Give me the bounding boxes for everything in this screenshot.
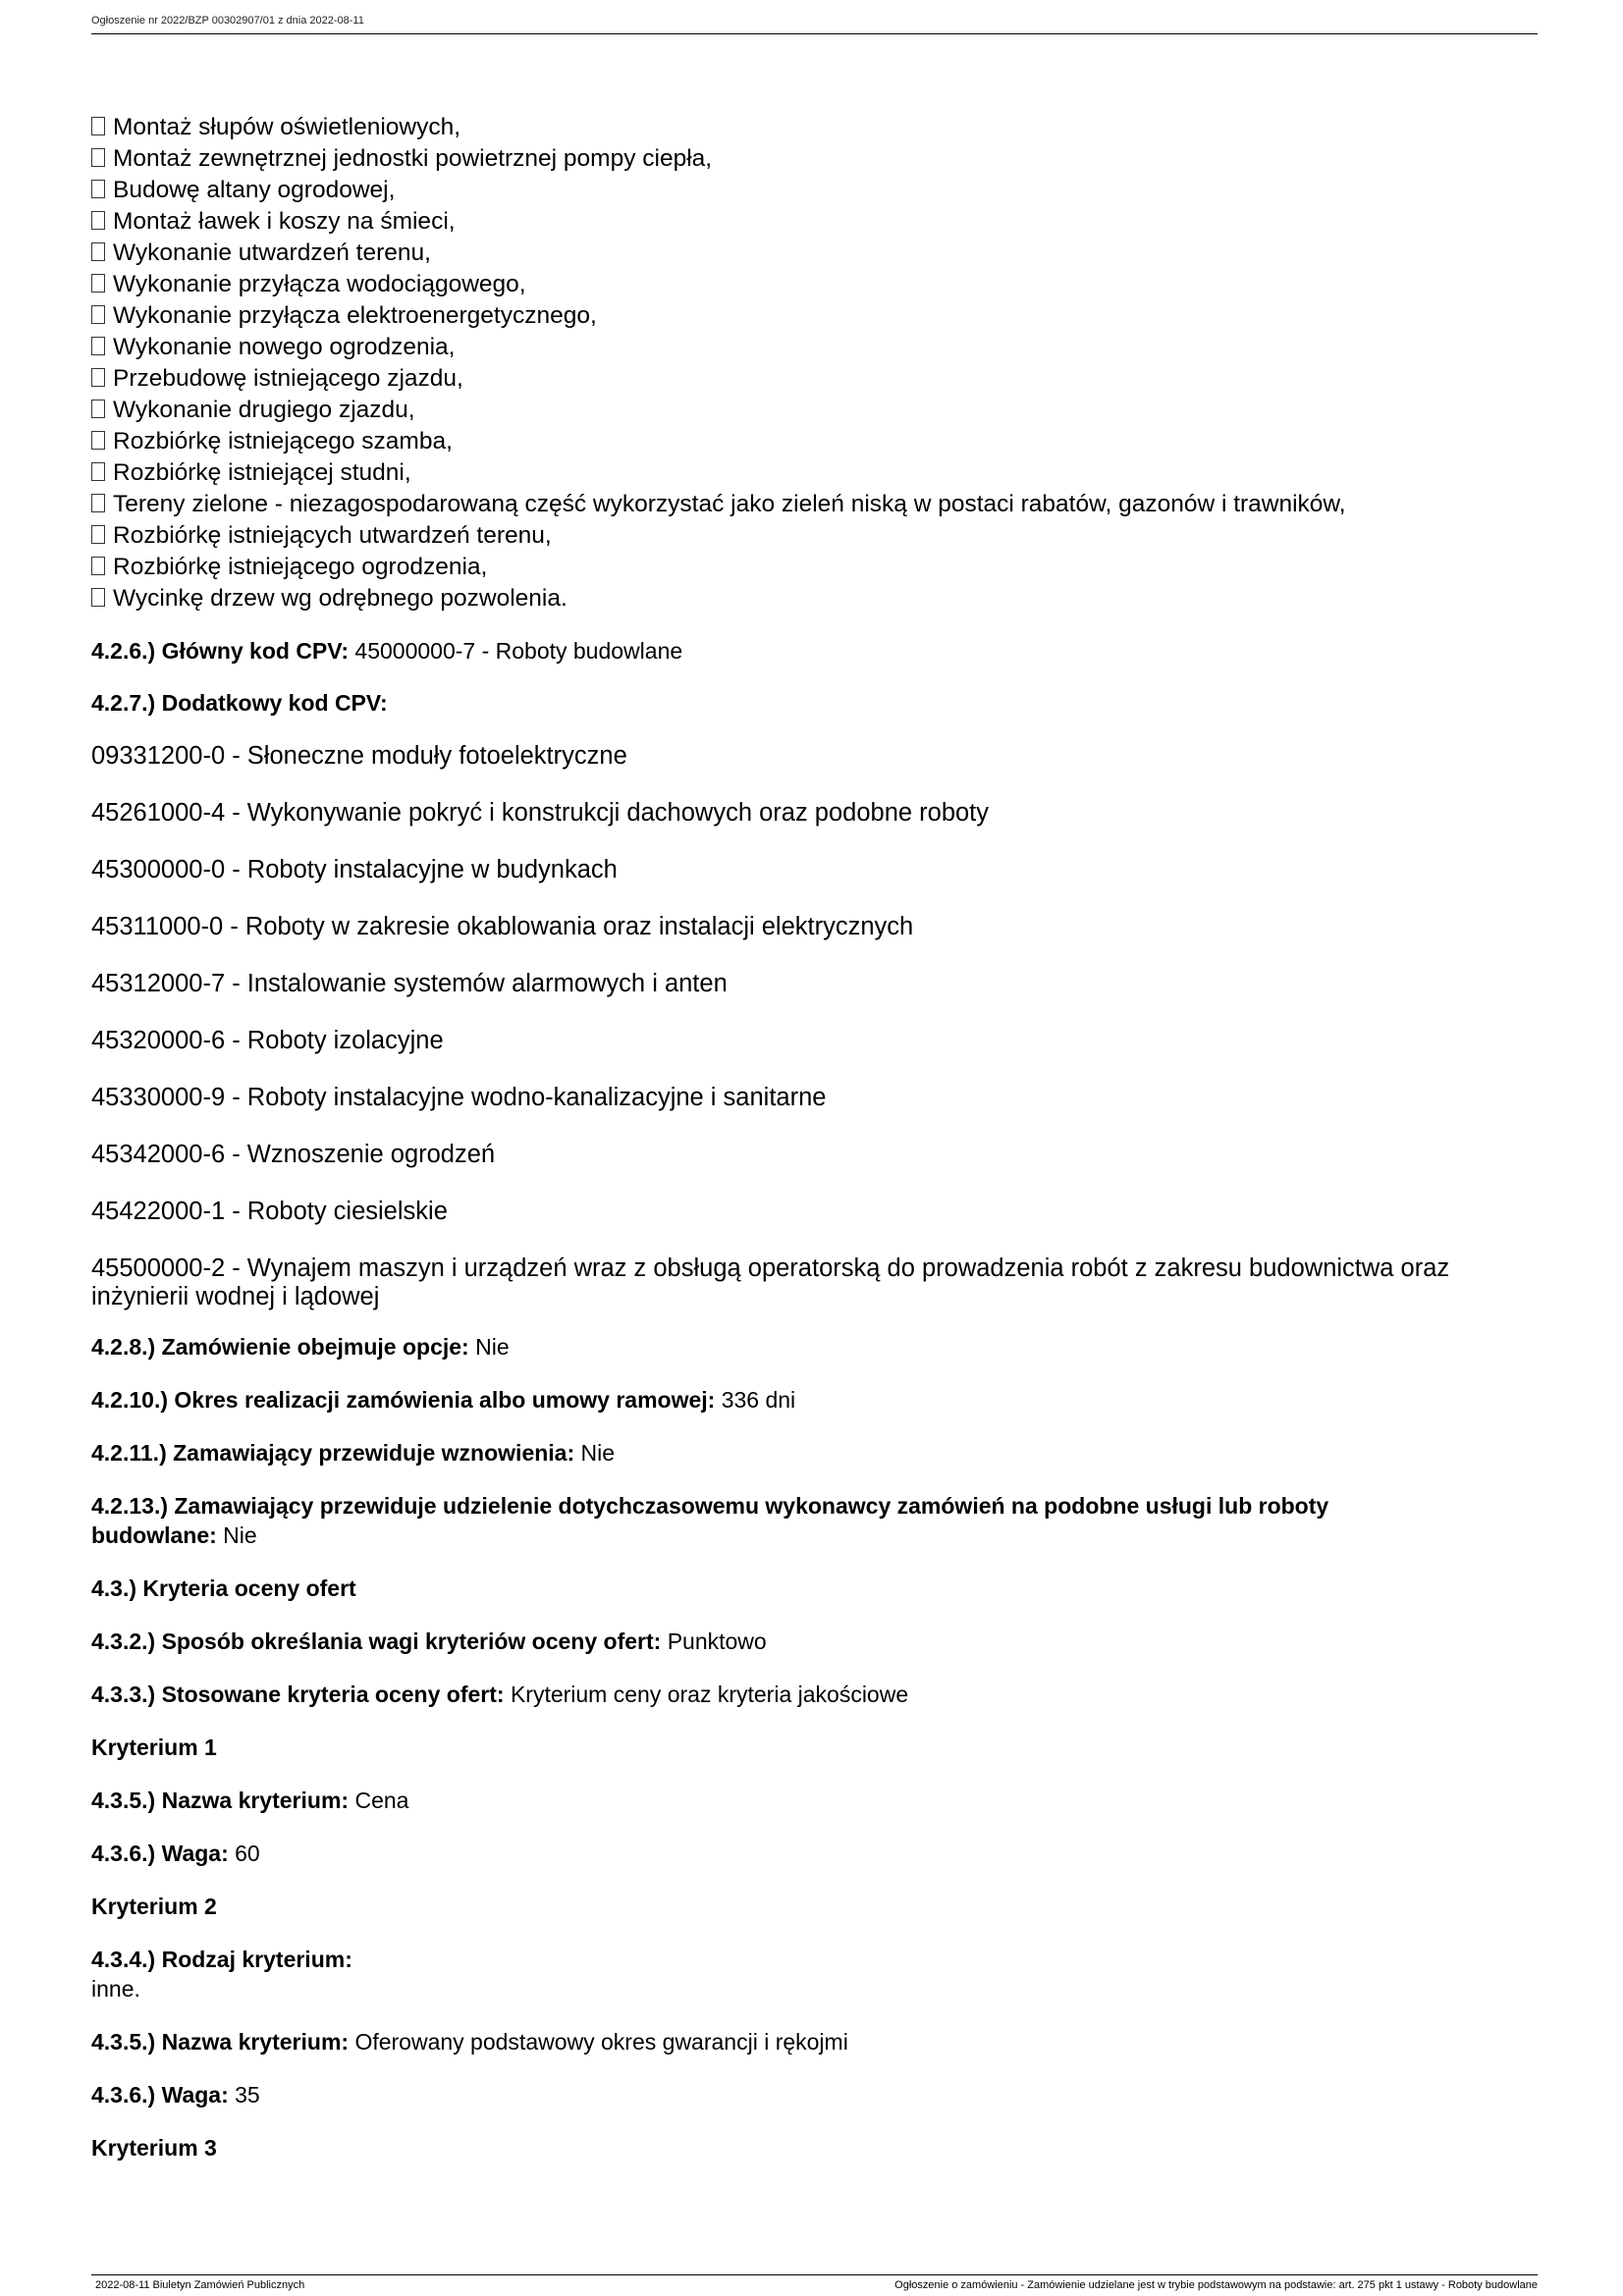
main-cpv-label: 4.2.6.) Główny kod CPV: [91, 638, 350, 664]
cpv-code-item: 09331200-0 - Słoneczne moduły fotoelektryczne [91, 742, 627, 770]
additional-cpv-list [91, 741, 1544, 1227]
cpv-code-item: 45261000-4 - Wykonywanie pokryć i konstrukcji dachowych oraz podobne roboty [91, 799, 990, 827]
checkbox-glyph-icon [91, 117, 105, 135]
cpv-code-last-line1: 45500000-2 - Wynajem maszyn i urządzeń wraz z obsługą operatorską do prowadzenia robót z zakresu budownictwa oraz [91, 1255, 1450, 1282]
criterion2-name-label: 4.3.5.) Nazwa kryterium: [91, 2029, 350, 2055]
criterion1-weight-field [91, 1839, 1544, 1868]
checkbox-glyph-icon [91, 211, 105, 230]
applied-criteria-value: Kryterium ceny oraz kryteria jakościowe [510, 1682, 909, 1707]
criterion2-type-field [91, 1945, 1544, 2003]
checkbox-glyph-icon [91, 274, 105, 293]
similar-orders-field [91, 1491, 1544, 1550]
additional-cpv-field [91, 688, 1544, 718]
scope-bullet-text: Rozbiórkę istniejących utwardzeń terenu, [113, 522, 552, 549]
options-field [91, 1332, 1544, 1362]
scope-bullet-text: Wykonanie przyłącza wodociągowego, [113, 271, 526, 297]
document-body [91, 112, 1544, 2163]
scope-bullet-item [91, 457, 1544, 489]
footer-divider [91, 2274, 1538, 2275]
footer-right-text: Ogłoszenie o zamówieniu - Zamówienie udzielane jest w trybie podstawowym na podstawie: art. 275 pkt 1 ustawy - Roboty budowlane [894, 2279, 1538, 2291]
criterion2-weight-field [91, 2080, 1544, 2109]
scope-bullet-item [91, 332, 1544, 363]
applied-criteria-field [91, 1680, 1544, 1709]
criterion2-name-value: Oferowany podstawowy okres gwarancji i rękojmi [354, 2029, 848, 2055]
cpv-code-item: 45312000-7 - Instalowanie systemów alarmowych i anten [91, 970, 728, 997]
scope-bullet-text: Rozbiórkę istniejącego szamba, [113, 428, 453, 454]
options-label: 4.2.8.) Zamówienie obejmuje opcje: [91, 1334, 469, 1360]
criterion1-name-field [91, 1786, 1544, 1815]
footer-left-text: 2022-08-11 Biuletyn Zamówień Publicznych [95, 2279, 305, 2291]
criterion2-name-field [91, 2027, 1544, 2056]
scope-bullet-item [91, 426, 1544, 457]
renewals-field [91, 1438, 1544, 1468]
scope-bullet-item [91, 175, 1544, 206]
additional-cpv-label: 4.2.7.) Dodatkowy kod CPV: [91, 690, 388, 716]
checkbox-glyph-icon [91, 588, 105, 607]
checkbox-glyph-icon [91, 462, 105, 481]
scope-bullet-text: Montaż ławek i koszy na śmieci, [113, 208, 456, 235]
checkbox-glyph-icon [91, 494, 105, 512]
cpv-code-item: 45311000-0 - Roboty w zakresie okablowania oraz instalacji elektrycznych [91, 913, 914, 940]
criterion2-heading [91, 1892, 1544, 1921]
criterion1-weight-label: 4.3.6.) Waga: [91, 1841, 229, 1866]
similar-orders-label-line1: 4.2.13.) Zamawiający przewiduje udzielenie dotychczasowemu wykonawcy zamówień na podobne usługi lub roboty [91, 1493, 1329, 1519]
criteria-heading-text: 4.3.) Kryteria oceny ofert [91, 1575, 356, 1601]
scope-bullet-text: Montaż zewnętrznej jednostki powietrznej pompy ciepła, [113, 145, 713, 172]
criterion2-weight-value: 35 [235, 2082, 260, 2108]
criterion1-name-value: Cena [354, 1788, 409, 1813]
scope-bullet-list [91, 112, 1544, 614]
criterion1-name-label: 4.3.5.) Nazwa kryterium: [91, 1788, 350, 1813]
scope-bullet-text: Montaż słupów oświetleniowych, [113, 114, 461, 140]
scope-bullet-item [91, 363, 1544, 395]
scope-bullet-item [91, 489, 1544, 520]
scope-bullet-text: Wycinkę drzew wg odrębnego pozwolenia. [113, 585, 568, 612]
period-label: 4.2.10.) Okres realizacji zamówienia albo umowy ramowej: [91, 1387, 716, 1413]
main-cpv-value: 45000000-7 - Roboty budowlane [354, 638, 683, 664]
scope-bullet-text: Rozbiórkę istniejącej studni, [113, 459, 411, 486]
scope-bullet-item [91, 206, 1544, 238]
header-divider [91, 33, 1538, 34]
weight-method-value: Punktowo [667, 1629, 767, 1654]
scope-bullet-item [91, 300, 1544, 332]
checkbox-glyph-icon [91, 148, 105, 167]
criterion1-weight-value: 60 [235, 1841, 260, 1866]
weight-method-field [91, 1627, 1544, 1656]
checkbox-glyph-icon [91, 180, 105, 198]
cpv-code-item: 45300000-0 - Roboty instalacyjne w budynkach [91, 856, 618, 883]
criterion2-type-value: inne. [91, 1976, 140, 2002]
criterion2-heading-text: Kryterium 2 [91, 1894, 217, 1919]
scope-bullet-item [91, 269, 1544, 300]
scope-bullet-text: Wykonanie nowego ogrodzenia, [113, 334, 456, 360]
checkbox-glyph-icon [91, 337, 105, 355]
scope-bullet-item [91, 112, 1544, 143]
similar-orders-value: Nie [223, 1522, 257, 1548]
scope-bullet-item [91, 520, 1544, 552]
criterion1-heading-text: Kryterium 1 [91, 1735, 217, 1760]
criterion1-heading [91, 1733, 1544, 1762]
page-header: Ogłoszenie nr 2022/BZP 00302907/01 z dnia 2022-08-11 [91, 15, 364, 27]
scope-bullet-item [91, 238, 1544, 269]
scope-bullet-item [91, 143, 1544, 175]
criteria-heading [91, 1574, 1544, 1603]
cpv-code-last-line2: inżynierii wodnej i lądowej [91, 1283, 380, 1310]
checkbox-glyph-icon [91, 305, 105, 324]
scope-bullet-text: Tereny zielone - niezagospodarowaną część wykorzystać jako zieleń niską w postaci rabatów, gazonów i trawników, [113, 491, 1346, 517]
cpv-code-item: 45320000-6 - Roboty izolacyjne [91, 1027, 444, 1054]
checkbox-glyph-icon [91, 525, 105, 544]
weight-method-label: 4.3.2.) Sposób określania wagi kryteriów oceny ofert: [91, 1629, 662, 1654]
scope-bullet-text: Wykonanie utwardzeń terenu, [113, 240, 431, 266]
scope-bullet-text: Rozbiórkę istniejącego ogrodzenia, [113, 554, 488, 580]
scope-bullet-item [91, 395, 1544, 426]
cpv-code-item: 45330000-9 - Roboty instalacyjne wodno-kanalizacyjne i sanitarne [91, 1084, 827, 1111]
checkbox-glyph-icon [91, 368, 105, 387]
renewals-label: 4.2.11.) Zamawiający przewiduje wznowienia: [91, 1440, 575, 1466]
period-value: 336 dni [721, 1387, 796, 1413]
scope-bullet-item [91, 583, 1544, 614]
cpv-code-item: 45422000-1 - Roboty ciesielskie [91, 1198, 448, 1225]
criterion2-weight-label: 4.3.6.) Waga: [91, 2082, 229, 2108]
scope-bullet-item [91, 552, 1544, 583]
main-cpv-field [91, 636, 1544, 666]
checkbox-glyph-icon [91, 242, 105, 261]
checkbox-glyph-icon [91, 557, 105, 575]
criterion3-heading [91, 2133, 1544, 2163]
period-field [91, 1385, 1544, 1415]
cpv-code-last [91, 1254, 1544, 1312]
scope-bullet-text: Wykonanie przyłącza elektroenergetycznego, [113, 302, 597, 329]
similar-orders-label-line2: budowlane: [91, 1522, 217, 1548]
applied-criteria-label: 4.3.3.) Stosowane kryteria oceny ofert: [91, 1682, 505, 1707]
scope-bullet-text: Wykonanie drugiego zjazdu, [113, 397, 415, 423]
criterion2-type-label: 4.3.4.) Rodzaj kryterium: [91, 1947, 352, 1972]
criterion3-heading-text: Kryterium 3 [91, 2135, 217, 2161]
options-value: Nie [475, 1334, 510, 1360]
renewals-value: Nie [580, 1440, 616, 1466]
checkbox-glyph-icon [91, 431, 105, 450]
scope-bullet-text: Przebudowę istniejącego zjazdu, [113, 365, 463, 392]
checkbox-glyph-icon [91, 400, 105, 418]
cpv-code-item: 45342000-6 - Wznoszenie ogrodzeń [91, 1141, 496, 1168]
scope-bullet-text: Budowę altany ogrodowej, [113, 177, 396, 203]
